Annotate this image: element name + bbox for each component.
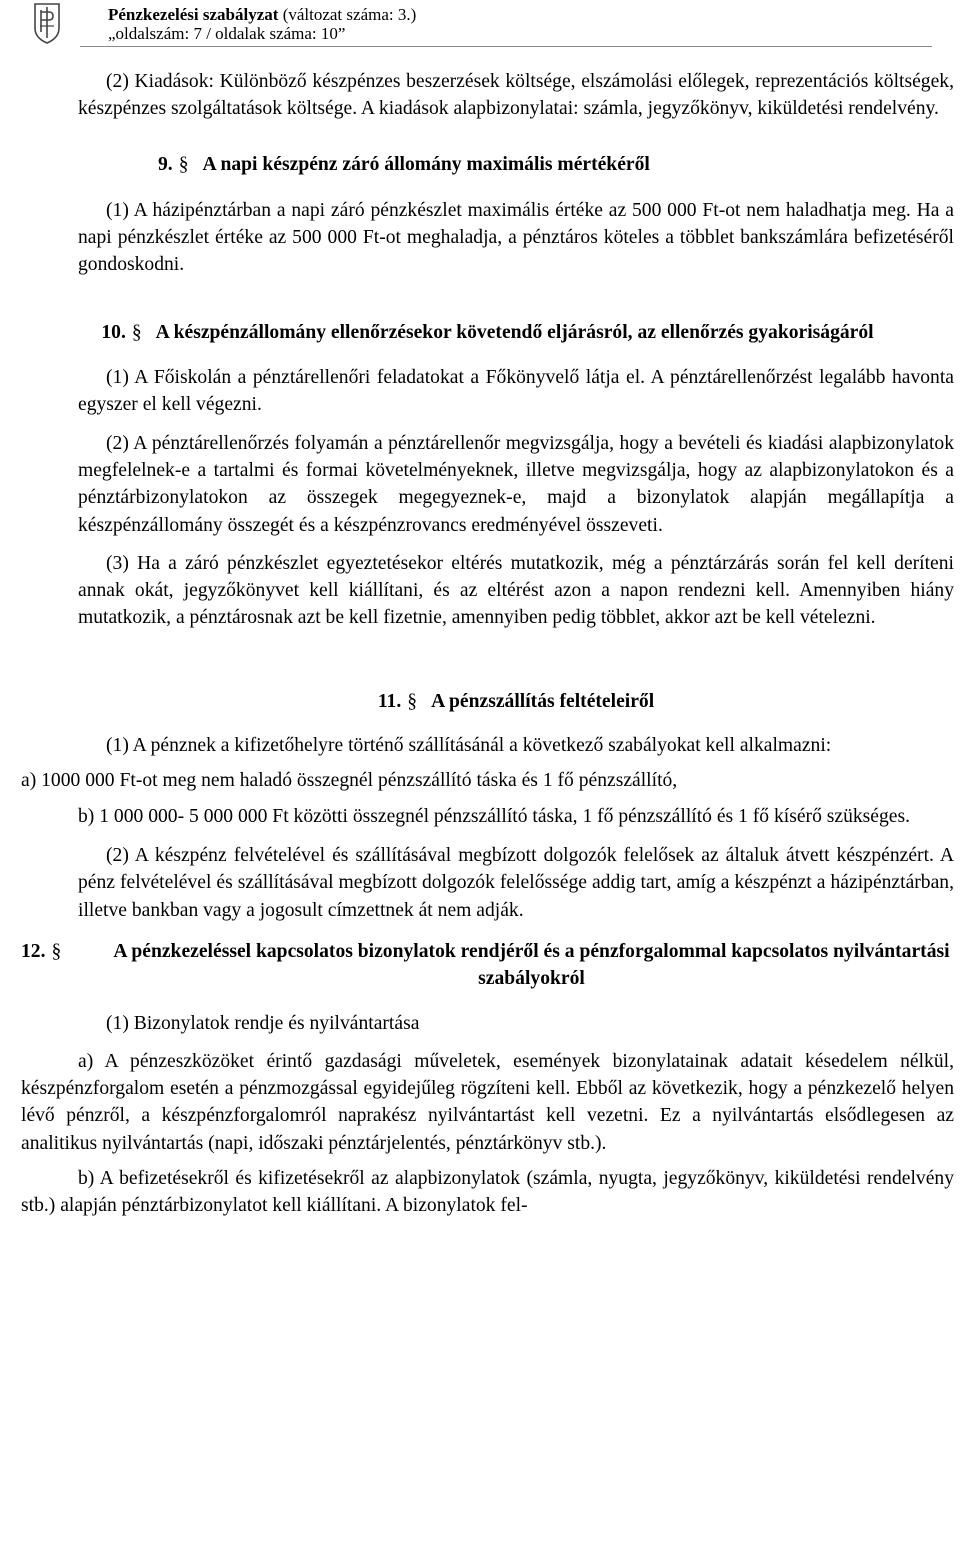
section-11-paragraph-2: (2) A készpénz felvételével és szállításával megbízott dolgozók felelősek az általuk átvett készpénzért. A pénz felvételével és szállításával megbízott dolgozók felelőssége addig tart, amíg a készpénzt a házipénztárban, illetve bankban vagy a jogosult címzettnek át nem adják. (78, 844, 954, 921)
header-divider (80, 46, 932, 47)
section-10-heading: 10. § A készpénzállomány ellenőrzésekor követendő eljárásról, az ellenőrzés gyakoriságáról (101, 321, 874, 343)
section-10-paragraph-1: (1) A Főiskolán a pénztárellenőri feladatokat a Főkönyvelő látja el. A pénztárellenőrzést legalább havonta egyszer el kell végezni. (78, 367, 954, 416)
section-11-item-b: b) 1 000 000- 5 000 000 Ft közötti összegnél pénzszállító táska, 1 fő pénzszállító és 1 fő kísérő szükséges. (78, 805, 911, 827)
document-body (21, 66, 954, 1220)
section-9-heading: 9. § A napi készpénz záró állomány maximális mértékéről (158, 153, 650, 175)
section-12-item-b: b) A befizetésekről és kifizetésekről az alapbizonylatok (számla, nyugta, jegyzőkönyv, kiküldetési rendelvény stb.) alapján pénztárbizonylatot kell kiállítani. A bizonylatok fel- (21, 1167, 954, 1217)
section-12-heading: 12. § A pénzkezeléssel kapcsolatos bizonylatok rendjéről és a pénzforgalommal kapcsolatos nyilvántartási szabályokról (21, 940, 950, 990)
section-9-paragraph-1: (1) A házipénztárban a napi záró pénzkészlet maximális értéke az 500 000 Ft-ot nem haladhatja meg. Ha a napi pénzkészlet értéke az 500 000 Ft-ot meghaladja, a pénztáros köteles a többlet bankszámlára befizetéséről gondoskodni. (78, 199, 954, 276)
section-11-paragraph-1: (1) A pénznek a kifizetőhelyre történő szállításánál a következő szabályokat kell alkalmazni: (106, 735, 832, 757)
institution-logo-icon (32, 2, 62, 44)
section-11-heading: 11. § A pénzszállítás feltételeiről (377, 690, 655, 712)
page-number-line: „oldalszám: 7 / oldalak száma: 10” (108, 24, 346, 43)
section-10-paragraph-2: (2) A pénztárellenőrzés folyamán a pénztárellenőr megvizsgálja, hogy a bevételi és kiadási alapbizonylatok megfelelnek-e a tartalmi és formai követelményeknek, illetve megvizsgálja, hogy az alapbizonylatokon és a pénztárbizonylatokon az összegek megegyeznek-e, majd a bizonylatok alapján megállapítja a készpénzállomány összegét és a készpénzrovancs eredményével összeveti. (78, 432, 954, 536)
section-12-item-a: a) A pénzeszközöket érintő gazdasági műveletek, események bizonylatainak adatait késedelem nélkül, készpénzforgalom esetén a pénzmozgással egyidejűleg rögzíteni kell. Ebből az következik, hogy a pénzkezelő helyen lévő pénzről, a készpénzforgalomról naprakész nyilvántartást kell vezetni. Ez a nyilvántartás elsődlegesen az analitikus nyilvántartás (napi, időszaki pénztárjelentés, pénztárkönyv stb.). (21, 1050, 954, 1154)
section-11-item-a: a) 1000 000 Ft-ot meg nem haladó összegnél pénzszállító táska és 1 fő pénzszállító, (21, 770, 678, 792)
page-header (28, 2, 928, 46)
section-10-paragraph-3: (3) Ha a záró pénzkészlet egyeztetésekor eltérés mutatkozik, még a pénztárzárás során fel kell deríteni annak okát, jegyzőkönyvet kell kiállítani, és az eltérést azon a napon rendezni kell. Amennyiben hiány mutatkozik, a pénztárosnak azt be kell fizetnie, amennyiben pedig többlet, akkor azt be kell vételezni. (78, 552, 954, 629)
section-12-paragraph-1: (1) Bizonylatok rendje és nyilvántartása (106, 1013, 420, 1035)
paragraph-expenses: (2) Kiadások: Különböző készpénzes beszerzések költsége, elszámolási előlegek, reprezentációs költségek, készpénzes szolgáltatások költsége. A kiadások alapbizonylatai: számla, jegyzőkönyv, kiküldetési rendelvény. (78, 71, 954, 120)
document-title: Pénzkezelési szabályzat (változat száma: 3.) (108, 5, 417, 24)
